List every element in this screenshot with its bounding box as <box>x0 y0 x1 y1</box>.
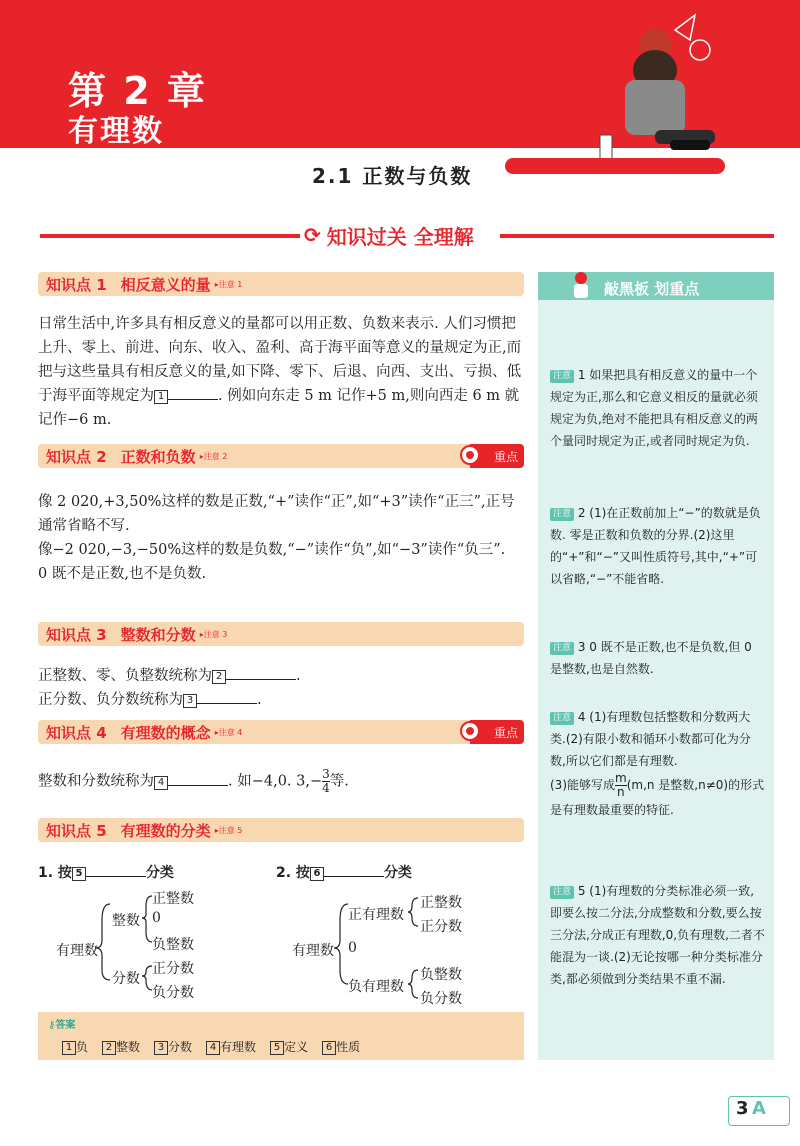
note-tag: 注意 <box>550 508 574 521</box>
kp-title: 整数和分数 <box>120 625 196 644</box>
note-tag: 注意 <box>550 886 574 899</box>
tree2-mid: 0 <box>348 940 357 956</box>
answer-text: 整数 <box>116 1040 141 1054</box>
note-4 <box>550 706 766 821</box>
answer-item <box>270 1038 308 1055</box>
tree1-b1: 正分数 <box>152 961 194 977</box>
kp-label: 知识点 3 <box>46 625 107 644</box>
blank-number: 5 <box>72 867 86 881</box>
banner-text: 知识过关 全理解 <box>326 224 474 249</box>
answer-number: 4 <box>206 1041 220 1055</box>
kp-note: ▸注意 3 <box>199 629 228 639</box>
tree2-suffix: 分类 <box>383 865 412 881</box>
kp3-line1: 正整数、零、负整数统称为 <box>38 668 212 684</box>
brand-logo-icon: A <box>752 1098 766 1119</box>
tree1-a2: 0 <box>152 910 161 926</box>
tree1-a1: 正整数 <box>152 891 194 907</box>
note-5 <box>550 880 766 990</box>
answer-label-text: 答案 <box>55 1020 76 1031</box>
answer-number: 2 <box>102 1041 116 1055</box>
answer-number: 6 <box>322 1041 336 1055</box>
blank-number: 6 <box>310 867 324 881</box>
blank-number: 3 <box>183 694 197 708</box>
answer-number: 5 <box>270 1041 284 1055</box>
note-tag: 注意 <box>550 370 574 383</box>
kp-title: 相反意义的量 <box>120 275 211 294</box>
note-text: 4 (1)有理数包括整数和分数两大类.(2)有限小数和循环小数都可化为分数,所以它们都是有理数. <box>550 710 751 768</box>
answer-list <box>62 1038 360 1055</box>
tree1-b2: 负分数 <box>152 985 194 1001</box>
kp-label: 知识点 2 <box>46 447 107 466</box>
kp4-line1-end: . 如−4,0. 3,− <box>228 773 323 790</box>
answer-item <box>206 1038 256 1055</box>
side-panel-title: 敲黑板 划重点 <box>604 280 700 298</box>
kp-label: 知识点 4 <box>46 723 107 742</box>
tree2-prefix: 2. 按 <box>276 865 310 881</box>
kp2-line1: 像 2 020,+3,50%这样的数是正数,“+”读作“正”,如“+3”读作“正三”,正号通常省略不写. <box>38 494 515 534</box>
tree2-b2: 负分数 <box>420 991 462 1007</box>
kp1-body-end: . 例如向东走 5 m 记作+5 m,则向西走 6 m 就记作−6 m. <box>38 388 520 428</box>
badge-text: 重点 <box>493 725 518 740</box>
kp-label: 知识点 1 <box>46 275 107 294</box>
blank-number: 1 <box>154 390 168 404</box>
kp-label: 知识点 5 <box>46 821 107 840</box>
kp-title: 有理数的分类 <box>120 821 211 840</box>
tree2-a2: 正分数 <box>420 919 462 935</box>
kp-title: 有理数的概念 <box>120 723 211 742</box>
kp-title: 正数和负数 <box>120 447 196 466</box>
note-text: (m,n 是整数,n≠0)的形式是有理数最重要的特征. <box>550 778 765 817</box>
kp-note: ▸注意 1 <box>214 279 243 289</box>
blank-number: 2 <box>212 670 226 684</box>
kp1-body: 日常生活中,许多具有相反意义的量都可以用正数、负数来表示. 人们习惯把上升、零上、前进、向东、收入、盈利、高于海平面等意义的量规定为正,而把与这些量具有相反意义的量,如下降、零下、后退、向西、支出、亏损、低于海平面等规定为 <box>38 316 522 404</box>
swirl-icon: ⟳ <box>304 223 321 247</box>
note-tag: 注意 <box>550 712 574 725</box>
teacher-icon <box>566 270 596 302</box>
page-number: 3 <box>736 1098 749 1119</box>
tree1-b: 分数 <box>112 971 140 987</box>
fraction-denominator: n <box>617 785 625 799</box>
tree1-a: 整数 <box>112 913 140 929</box>
answer-number: 1 <box>62 1041 76 1055</box>
answer-number: 3 <box>154 1041 168 1055</box>
note-2 <box>550 502 766 590</box>
tree1-suffix: 分类 <box>145 865 174 881</box>
note-tag: 注意 <box>550 642 574 655</box>
chapter-title: 有理数 <box>68 114 164 149</box>
tree2-root: 有理数 <box>292 943 334 959</box>
note-3 <box>550 636 766 680</box>
blank-number: 4 <box>154 776 168 790</box>
fraction-denominator: 4 <box>322 781 330 795</box>
kp-note: ▸注意 4 <box>214 727 243 737</box>
answer-text: 性质 <box>336 1040 361 1054</box>
tree1-a3: 负整数 <box>152 937 194 953</box>
answer-item <box>62 1038 88 1055</box>
answer-item <box>102 1038 140 1055</box>
tree1-prefix: 1. 按 <box>38 865 72 881</box>
tree2-heading <box>276 862 412 882</box>
tree2-a: 正有理数 <box>348 907 404 923</box>
note-text: 5 (1)有理数的分类标准必须一致,即要么按二分法,分成整数和分数,要么按三分法,分成正有理数,0,负有理数,二者不能混为一谈.(2)无论按哪一种分类标准分类,都必须做到分类结果不重不漏. <box>550 884 765 986</box>
kp2-line2: 像−2 020,−3,−50%这样的数是负数,“−”读作“负”,如“−3”读作“负三”. <box>38 542 506 558</box>
tree1-root: 有理数 <box>56 943 98 959</box>
answer-blank <box>324 862 384 877</box>
kp-note: ▸注意 2 <box>199 451 228 461</box>
kp4-line1-tail: 等. <box>329 773 349 790</box>
badge-text: 重点 <box>493 449 518 464</box>
note-1 <box>550 364 766 452</box>
answer-text: 有理数 <box>220 1040 257 1054</box>
answer-item <box>154 1038 192 1055</box>
key-icon: ⚷ <box>48 1020 56 1031</box>
kp-note: ▸注意 5 <box>214 825 243 835</box>
kp2-line3: 0 既不是正数,也不是负数. <box>38 566 207 582</box>
note-text: 1 如果把具有相反意义的量中一个规定为正,那么和它意义相反的量就必须规定为负,绝对不能把具有相反意义的两个量同时规定为正,或者同时规定为负. <box>550 368 758 448</box>
kp3-text: 正整数、零、负整数统称为 2 . 正分数、负分数统称为 3 . <box>38 664 528 712</box>
note-text: 2 (1)在正数前加上“−”的数就是负数. 零是正数和负数的分界.(2)这里的“+”和“−”又叫性质符号,其中,“+”可以省略,“−”不能省略. <box>550 506 761 586</box>
tree2-a1: 正整数 <box>420 895 462 911</box>
answer-label <box>48 1016 75 1031</box>
kp4-line1: 整数和分数统称为 <box>38 773 154 790</box>
kp3-line2: 正分数、负分数统称为 <box>38 692 183 708</box>
fraction-numerator: m <box>615 771 627 785</box>
chapter-number: 第 2 章 <box>68 69 207 113</box>
tree2-b: 负有理数 <box>348 979 404 995</box>
answer-text: 分数 <box>168 1040 193 1054</box>
section-title: 2.1 正数与负数 <box>312 164 473 188</box>
fraction <box>615 772 627 799</box>
fraction-numerator: 3 <box>322 767 330 781</box>
answer-item <box>322 1038 360 1055</box>
note-text: 3 0 既不是正数,也不是负数,但 0 是整数,也是自然数. <box>550 640 752 676</box>
note-text: (3)能够写成 <box>550 778 615 792</box>
answer-text: 定义 <box>284 1040 309 1054</box>
tree2-b1: 负整数 <box>420 967 462 983</box>
answer-text: 负 <box>76 1040 89 1054</box>
